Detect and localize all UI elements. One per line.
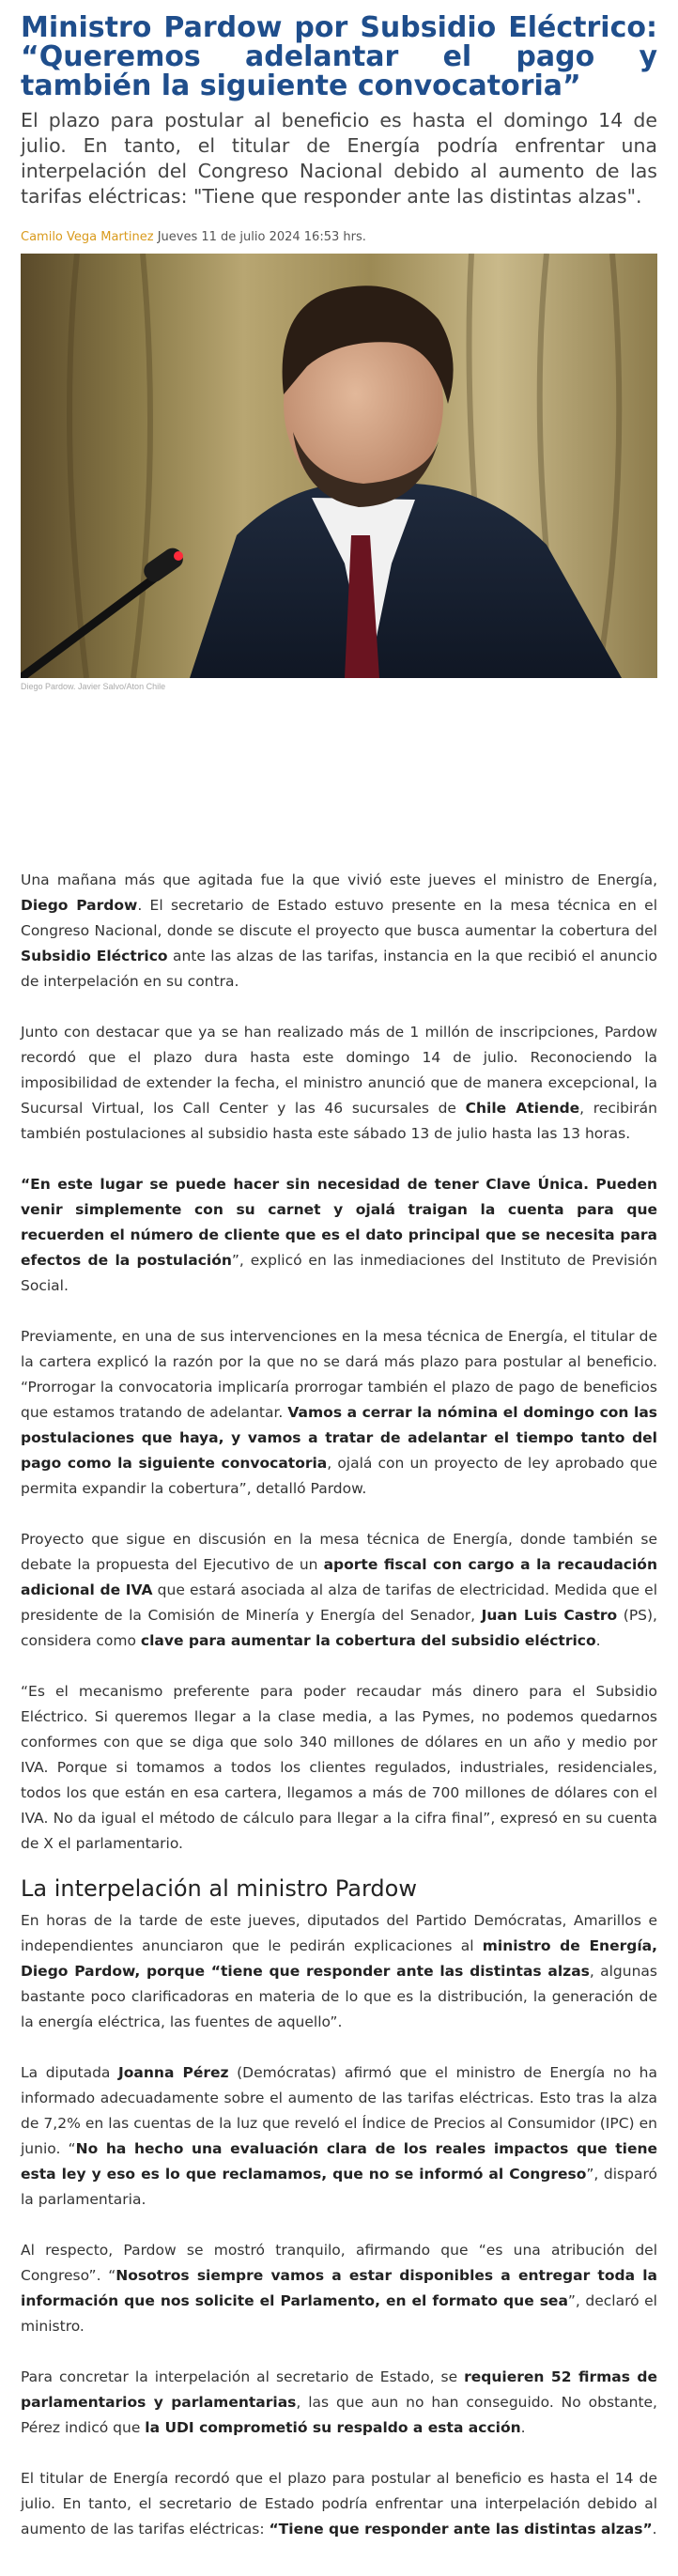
bold-text: la UDI comprometió su respaldo a esta acción bbox=[145, 2419, 521, 2436]
body-paragraph bbox=[21, 868, 657, 995]
paragraph-text: Una mañana más que agitada fue la que vivió este jueves el ministro de Energía, bbox=[21, 872, 657, 888]
paragraph-text: . bbox=[595, 1632, 601, 1649]
paragraph-text: Previamente, en una de sus intervenciones en la mesa técnica de Energía, el titular de la cartera explicó la razón por la que no se dará más plazo para postular al beneficio. “Prorrogar la convocatoria implicaría prorrogar también el plazo de pago de beneficios que estamos tratando de adelantar. bbox=[21, 1328, 657, 1421]
paragraph-text: “Es el mecanismo preferente para poder recaudar más dinero para el Subsidio Eléctrico. Si queremos llegar a la clase media, a las Pymes, no podemos quedarnos conformes con que se diga que solo 340 millones de dólares en un año y medio por IVA. Porque si tomamos a todos los clientes regulados, industriales, residenciales, todos los que están en esa cartera, llegamos a más de 700 millones de dólares con el IVA. No da igual el método de cálculo para llegar a la cifra final”, expresó en su cuenta de X el parlamentario. bbox=[21, 1683, 657, 1852]
paragraph-text: Para concretar la interpelación al secretario de Estado, se bbox=[21, 2368, 465, 2385]
paragraph-text: . bbox=[652, 2521, 657, 2537]
bold-text: No ha hecho una evaluación clara de los reales impactos que tiene esta ley y eso es lo que reclamamos, que no se informó al Congreso bbox=[21, 2140, 658, 2183]
photo-caption: Diego Pardow. Javier Salvo/Aton Chile bbox=[21, 682, 166, 691]
body-paragraph bbox=[21, 1172, 657, 1299]
paragraph-text: , recibirán también postulaciones al subsidio hasta este sábado 13 de julio hasta las 13 horas. bbox=[21, 1100, 657, 1142]
bold-text: Joanna Pérez bbox=[118, 2064, 229, 2081]
paragraph-text: ante las alzas de las tarifas, instancia en la que recibió el anuncio de interpelación en su contra. bbox=[21, 948, 657, 990]
body-paragraph bbox=[21, 2466, 657, 2542]
body-paragraph bbox=[21, 1679, 657, 1857]
bold-text: Diego Pardow bbox=[21, 897, 138, 914]
section-heading: La interpelación al ministro Pardow bbox=[21, 1875, 417, 1902]
bold-text: Vamos a cerrar la nómina el domingo con las postulaciones que haya, y vamos a tratar de adelantar el tiempo tanto del pago como la siguiente convocatoria bbox=[21, 1404, 658, 1472]
body-paragraph bbox=[21, 2365, 657, 2441]
paragraph-text: Proyecto que sigue en discusión en la mesa técnica de Energía, donde también se debate la propuesta del Ejecutivo de un bbox=[21, 1531, 657, 1573]
paragraph-text: , las que aun no han conseguido. No obstante, Pérez indicó que bbox=[21, 2394, 657, 2436]
paragraph-text: ”, explicó en las inmediaciones del Instituto de Previsión Social. bbox=[21, 1252, 657, 1294]
paragraph-group-2 bbox=[21, 1908, 657, 2542]
paragraph-text: que estará asociada al alza de tarifas de electricidad. Medida que el presidente de la Comisión de Minería y Energía del Senador, bbox=[21, 1581, 658, 1624]
body-paragraph bbox=[21, 2238, 657, 2339]
paragraph-text: . El secretario de Estado estuvo presente en la mesa técnica en el Congreso Nacional, donde se discute el proyecto que busca aumentar la cobertura del bbox=[21, 897, 658, 939]
article-lead: El plazo para postular al beneficio es hasta el domingo 14 de julio. En tanto, el titular de Energía podría enfrentar una interpelación del Congreso Nacional debido al aumento de las tarifas eléctricas: "Tiene que responder ante las distintas alzas". bbox=[21, 109, 657, 208]
bold-text: clave para aumentar la cobertura del subsidio eléctrico bbox=[140, 1632, 596, 1649]
publish-date: Jueves 11 de julio 2024 16:53 hrs. bbox=[157, 230, 366, 244]
body-paragraph bbox=[21, 2060, 657, 2213]
bold-text: Subsidio Eléctrico bbox=[21, 948, 168, 964]
bold-text: ministro de Energía, Diego Pardow, porque “tiene que responder ante las distintas alzas bbox=[21, 1937, 657, 1980]
paragraph-text: Junto con destacar que ya se han realizado más de 1 millón de inscripciones, Pardow recordó que el plazo dura hasta este domingo 14 de julio. Reconociendo la imposibilidad de extender la fecha, el ministro anunció que de manera excepcional, la Sucursal Virtual, los Call Center y las 46 sucursales de bbox=[21, 1024, 657, 1117]
byline bbox=[21, 230, 657, 244]
body-paragraph bbox=[21, 1908, 657, 2035]
bold-text: Nosotros siempre vamos a estar disponibles a entregar toda la información que nos solicite el Parlamento, en el formato que sea bbox=[21, 2267, 657, 2309]
paragraph-text: (Demócratas) afirmó que el ministro de Energía no ha informado adecuadamente sobre el aumento de las tarifas eléctricas. Esto tras la alza de 7,2% en las cuentas de la luz que reveló el Índice de Precios al Consumidor (IPC) en junio. “ bbox=[21, 2064, 658, 2157]
bold-text: aporte fiscal con cargo a la recaudación adicional de IVA bbox=[21, 1556, 657, 1598]
paragraph-text: , ojalá con un proyecto de ley aprobado que permita expandir la cobertura”, detalló Pardow. bbox=[21, 1455, 657, 1497]
bold-text: Juan Luis Castro bbox=[481, 1607, 618, 1624]
bold-text: requieren 52 firmas de parlamentarios y parlamentarias bbox=[21, 2368, 658, 2411]
paragraph-text: (PS), considera como bbox=[21, 1607, 657, 1649]
author-link[interactable]: Camilo Vega Martinez bbox=[21, 230, 154, 244]
paragraph-text: ”, disparó la parlamentaria. bbox=[21, 2166, 657, 2208]
bold-text: “En este lugar se puede hacer sin necesidad de tener Clave Única. Pueden venir simplemente con su carnet y ojalá traigan la cuenta para que recuerden el número de cliente que es el dato principal que se necesita para efectos de la postulación bbox=[21, 1176, 657, 1269]
article-photo bbox=[21, 254, 657, 678]
body-paragraph bbox=[21, 1324, 657, 1502]
body-paragraph bbox=[21, 1020, 657, 1147]
article-title: Ministro Pardow por Subsidio Eléctrico: “Queremos adelantar el pago y también la siguiente convocatoria” bbox=[21, 11, 657, 102]
bold-text: Chile Atiende bbox=[465, 1100, 580, 1117]
paragraph-text: ”, declaró el ministro. bbox=[21, 2292, 657, 2335]
paragraph-text: En horas de la tarde de este jueves, diputados del Partido Demócratas, Amarillos e independientes anunciaron que le pedirán explicaciones al bbox=[21, 1912, 657, 1954]
article-body bbox=[21, 868, 657, 2542]
paragraph-text: Al respecto, Pardow se mostró tranquilo, afirmando que “es una atribución del Congreso”. “ bbox=[21, 2242, 657, 2284]
paragraph-group-1 bbox=[21, 868, 657, 1857]
paragraph-text: El titular de Energía recordó que el plazo para postular al beneficio es hasta el 14 de julio. En tanto, el secretario de Estado podría enfrentar una interpelación debido al aumento de las tarifas eléctricas: bbox=[21, 2470, 657, 2537]
body-paragraph bbox=[21, 1527, 657, 1654]
bold-text: “Tiene que responder ante las distintas alzas” bbox=[269, 2521, 653, 2537]
paragraph-text: , algunas bastante poco clarificadoras en materia de lo que es la distribución, la generación de la energía eléctrica, las fuentes de aquello”. bbox=[21, 1963, 657, 2030]
paragraph-text: La diputada bbox=[21, 2064, 119, 2081]
paragraph-text: . bbox=[520, 2419, 526, 2436]
